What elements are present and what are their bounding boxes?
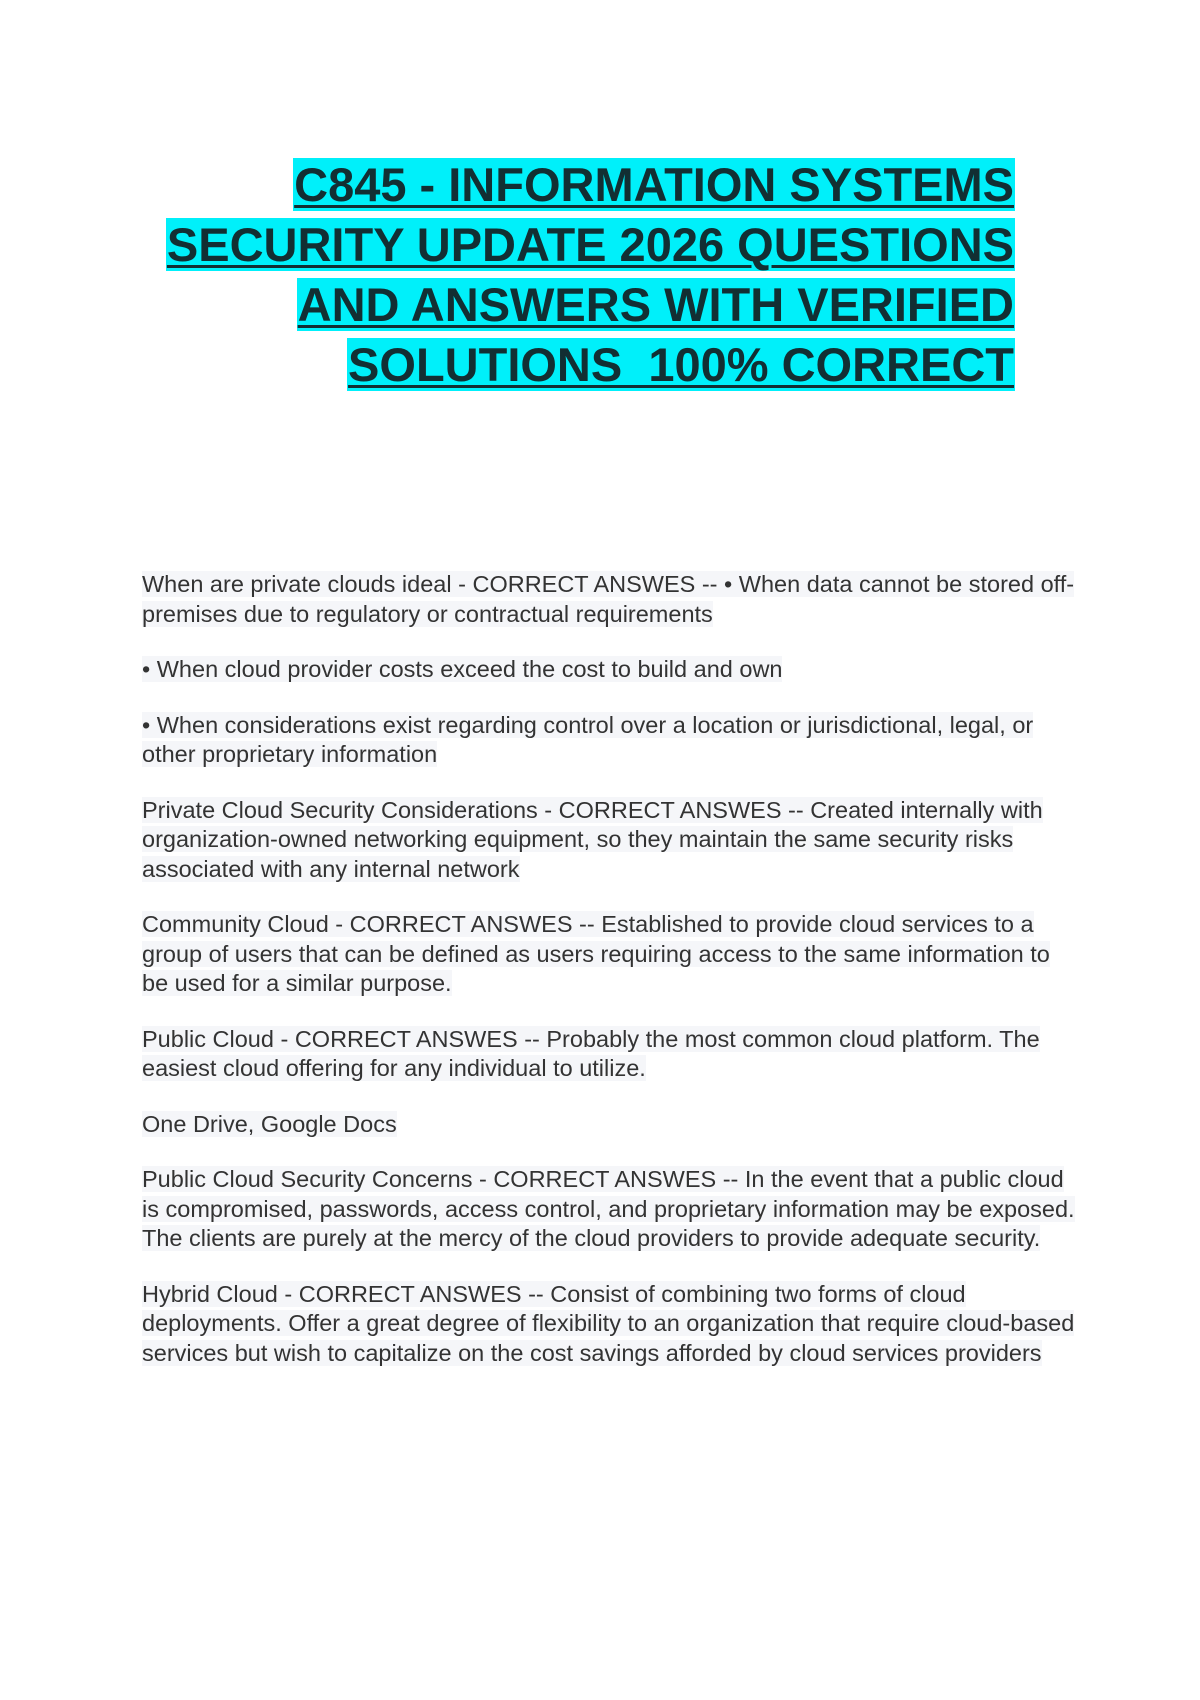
bullet-control	[142, 711, 1082, 770]
title-line	[150, 335, 1015, 395]
paragraph-text: Hybrid Cloud - CORRECT ANSWES -- Consist of combining two forms of cloud deployments. Offer a great degree of flexibility to an organization that require cloud-based services but wish to capitalize on the cost savings afforded by cloud services providers	[142, 1280, 1075, 1366]
title-line	[150, 155, 1015, 215]
document-title	[150, 155, 1015, 395]
title-line	[150, 275, 1015, 335]
document-body	[142, 570, 1082, 1394]
qa-paragraph-public-cloud	[142, 1025, 1082, 1084]
qa-paragraph-private-clouds-ideal	[142, 570, 1082, 629]
paragraph-text: • When cloud provider costs exceed the cost to build and own	[142, 656, 783, 682]
qa-paragraph-public-cloud-security	[142, 1165, 1082, 1254]
paragraph-text: Public Cloud - CORRECT ANSWES -- Probably the most common cloud platform. The easiest cloud offering for any individual to utilize.	[142, 1025, 1040, 1081]
paragraph-text: When are private clouds ideal - CORRECT ANSWES -- • When data cannot be stored off-premises due to regulatory or contractual requirements	[142, 571, 1075, 627]
title-line-text: C845 - INFORMATION SYSTEMS	[294, 158, 1014, 211]
paragraph-text: One Drive, Google Docs	[142, 1110, 397, 1137]
title-line-text: SECURITY UPDATE 2026 QUESTIONS	[166, 218, 1014, 271]
title-line	[150, 215, 1015, 275]
paragraph-text: Community Cloud - CORRECT ANSWES -- Established to provide cloud services to a group of users that can be defined as users requiring access to the same information to be used for a similar purpose.	[142, 911, 1050, 996]
paragraph-text: Private Cloud Security Considerations - CORRECT ANSWES -- Created internally with organization-owned networking equipment, so they maintain the same security risks associated with any internal network	[142, 796, 1043, 882]
qa-paragraph-community-cloud	[142, 910, 1082, 999]
title-line-text: AND ANSWERS WITH VERIFIED	[297, 278, 1014, 331]
paragraph-text: • When considerations exist regarding control over a location or jurisdictional, legal, or other proprietary information	[142, 711, 1034, 767]
qa-paragraph-hybrid-cloud	[142, 1280, 1082, 1369]
paragraph-text: Public Cloud Security Concerns - CORRECT ANSWES -- In the event that a public cloud is compromised, passwords, access control, and proprietary information may be exposed. The clients are purely at the mercy of the cloud providers to provide adequate security.	[142, 1166, 1075, 1251]
bullet-cost	[142, 655, 1082, 685]
qa-paragraph-private-cloud-security	[142, 796, 1082, 885]
title-line-text: SOLUTIONS 100% CORRECT	[348, 338, 1014, 391]
public-cloud-examples	[142, 1110, 1082, 1140]
